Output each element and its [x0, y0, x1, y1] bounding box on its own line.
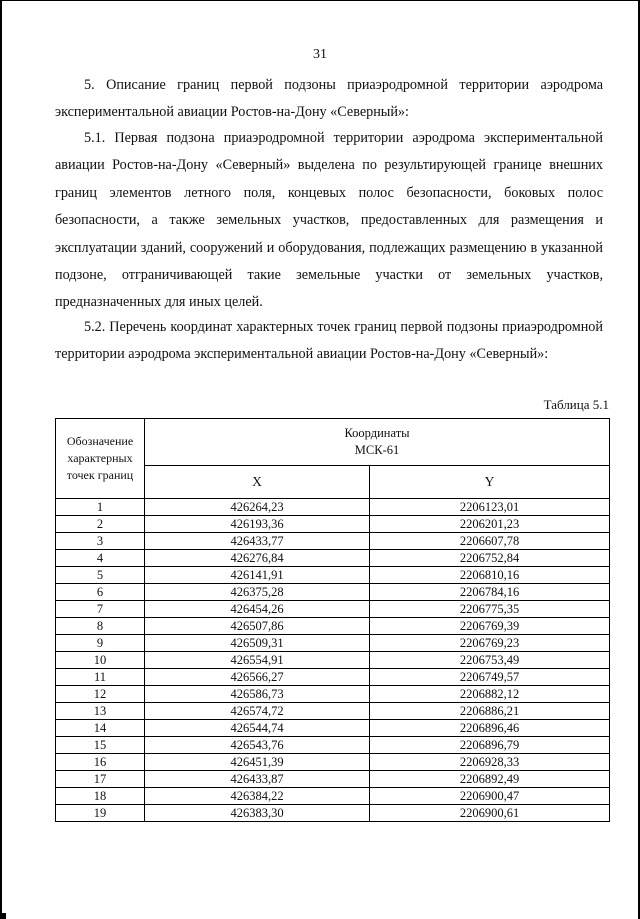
cell-point-number: 3: [56, 533, 145, 550]
cell-x: 426264,23: [145, 499, 370, 516]
table-body: [56, 499, 610, 822]
table-caption: Таблица 5.1: [543, 397, 609, 412]
table-row: [56, 669, 610, 686]
cell-point-number: 12: [56, 686, 145, 703]
cell-y: 2206784,16: [370, 584, 610, 601]
section-5-1-text: 5.1. Первая подзона приаэродромной территории аэродрома экспериментальной авиации Ростов-на-Дону «Северный» выделена по результирующей границе внешних границ элементов летного поля, концевых полос безопасности, боковых полос безопасности, а также земельных участков, предоставленных для размещения и эксплуатации зданий, сооружений и оборудования, подлежащих размещению в указанной подзоне, отграничивающей такие земельные участки от земельных участков, предназначенных для иных целей.: [55, 130, 603, 311]
cell-point-number: 6: [56, 584, 145, 601]
table-row: [56, 601, 610, 618]
table-row: [56, 720, 610, 737]
cell-y: 2206749,57: [370, 669, 610, 686]
cell-point-number: 9: [56, 635, 145, 652]
cell-x: 426193,36: [145, 516, 370, 533]
cell-y: 2206896,79: [370, 737, 610, 754]
table-row: [56, 533, 610, 550]
table-row: [56, 618, 610, 635]
table-row: [56, 703, 610, 720]
table-row: [56, 584, 610, 601]
section-5-2-text: 5.2. Перечень координат характерных точек границ первой подзоны приаэродромной территории аэродрома экспериментальной авиации Ростов-на-Дону «Северный»:: [55, 319, 603, 363]
cell-point-number: 8: [56, 618, 145, 635]
cell-y: 2206769,23: [370, 635, 610, 652]
header-x: X: [145, 466, 370, 499]
cell-point-number: 15: [56, 737, 145, 754]
cell-x: 426586,73: [145, 686, 370, 703]
cell-x: 426451,39: [145, 754, 370, 771]
cell-point-number: 10: [56, 652, 145, 669]
cell-x: 426566,27: [145, 669, 370, 686]
section-5-heading: [55, 72, 603, 127]
cell-y: 2206752,84: [370, 550, 610, 567]
header-coordinates-label: Координаты: [344, 426, 410, 440]
table-row: [56, 567, 610, 584]
table-row: [56, 652, 610, 669]
cell-y: 2206775,35: [370, 601, 610, 618]
table-row: [56, 516, 610, 533]
cell-point-number: 11: [56, 669, 145, 686]
cell-x: 426141,91: [145, 567, 370, 584]
cell-x: 426383,30: [145, 805, 370, 822]
cell-x: 426543,76: [145, 737, 370, 754]
table-row: [56, 788, 610, 805]
cell-point-number: 4: [56, 550, 145, 567]
table-row: [56, 635, 610, 652]
table-row: [56, 771, 610, 788]
section-5-1-paragraph: [55, 125, 603, 317]
section-5-text: 5. Описание границ первой подзоны приаэродромной территории аэродрома экспериментальной авиации Ростов-на-Дону «Северный»:: [55, 77, 603, 121]
cell-y: 2206123,01: [370, 499, 610, 516]
cell-y: 2206753,49: [370, 652, 610, 669]
header-coordinates: [145, 419, 610, 466]
scan-edge-top: [0, 0, 640, 1]
cell-x: 426433,77: [145, 533, 370, 550]
cell-y: 2206810,16: [370, 567, 610, 584]
cell-point-number: 19: [56, 805, 145, 822]
cell-y: 2206900,47: [370, 788, 610, 805]
header-y: Y: [370, 466, 610, 499]
cell-point-number: 2: [56, 516, 145, 533]
cell-x: 426375,28: [145, 584, 370, 601]
cell-x: 426276,84: [145, 550, 370, 567]
table-row: [56, 686, 610, 703]
cell-x: 426554,91: [145, 652, 370, 669]
table-row: [56, 499, 610, 516]
header-coordinate-system: МСК-61: [354, 443, 400, 457]
scan-edge-left: [0, 0, 2, 919]
cell-point-number: 13: [56, 703, 145, 720]
cell-point-number: 14: [56, 720, 145, 737]
coordinates-table: [55, 418, 610, 822]
cell-y: 2206900,61: [370, 805, 610, 822]
cell-point-number: 18: [56, 788, 145, 805]
cell-y: 2206607,78: [370, 533, 610, 550]
scan-corner-mark: [0, 913, 6, 919]
cell-x: 426454,26: [145, 601, 370, 618]
cell-point-number: 16: [56, 754, 145, 771]
cell-y: 2206882,12: [370, 686, 610, 703]
cell-y: 2206928,33: [370, 754, 610, 771]
cell-y: 2206769,39: [370, 618, 610, 635]
cell-point-number: 1: [56, 499, 145, 516]
cell-x: 426509,31: [145, 635, 370, 652]
cell-x: 426574,72: [145, 703, 370, 720]
table-row: [56, 737, 610, 754]
table-row: [56, 754, 610, 771]
cell-x: 426507,86: [145, 618, 370, 635]
page-number: 31: [313, 47, 327, 62]
cell-x: 426544,74: [145, 720, 370, 737]
cell-y: 2206892,49: [370, 771, 610, 788]
cell-point-number: 7: [56, 601, 145, 618]
cell-y: 2206201,23: [370, 516, 610, 533]
cell-x: 426384,22: [145, 788, 370, 805]
cell-x: 426433,87: [145, 771, 370, 788]
table-row: [56, 550, 610, 567]
header-point-designation: Обозначение характерных точек границ: [56, 419, 145, 499]
cell-point-number: 5: [56, 567, 145, 584]
cell-point-number: 17: [56, 771, 145, 788]
section-5-2-paragraph: [55, 314, 603, 369]
cell-y: 2206886,21: [370, 703, 610, 720]
cell-y: 2206896,46: [370, 720, 610, 737]
table-row: [56, 805, 610, 822]
